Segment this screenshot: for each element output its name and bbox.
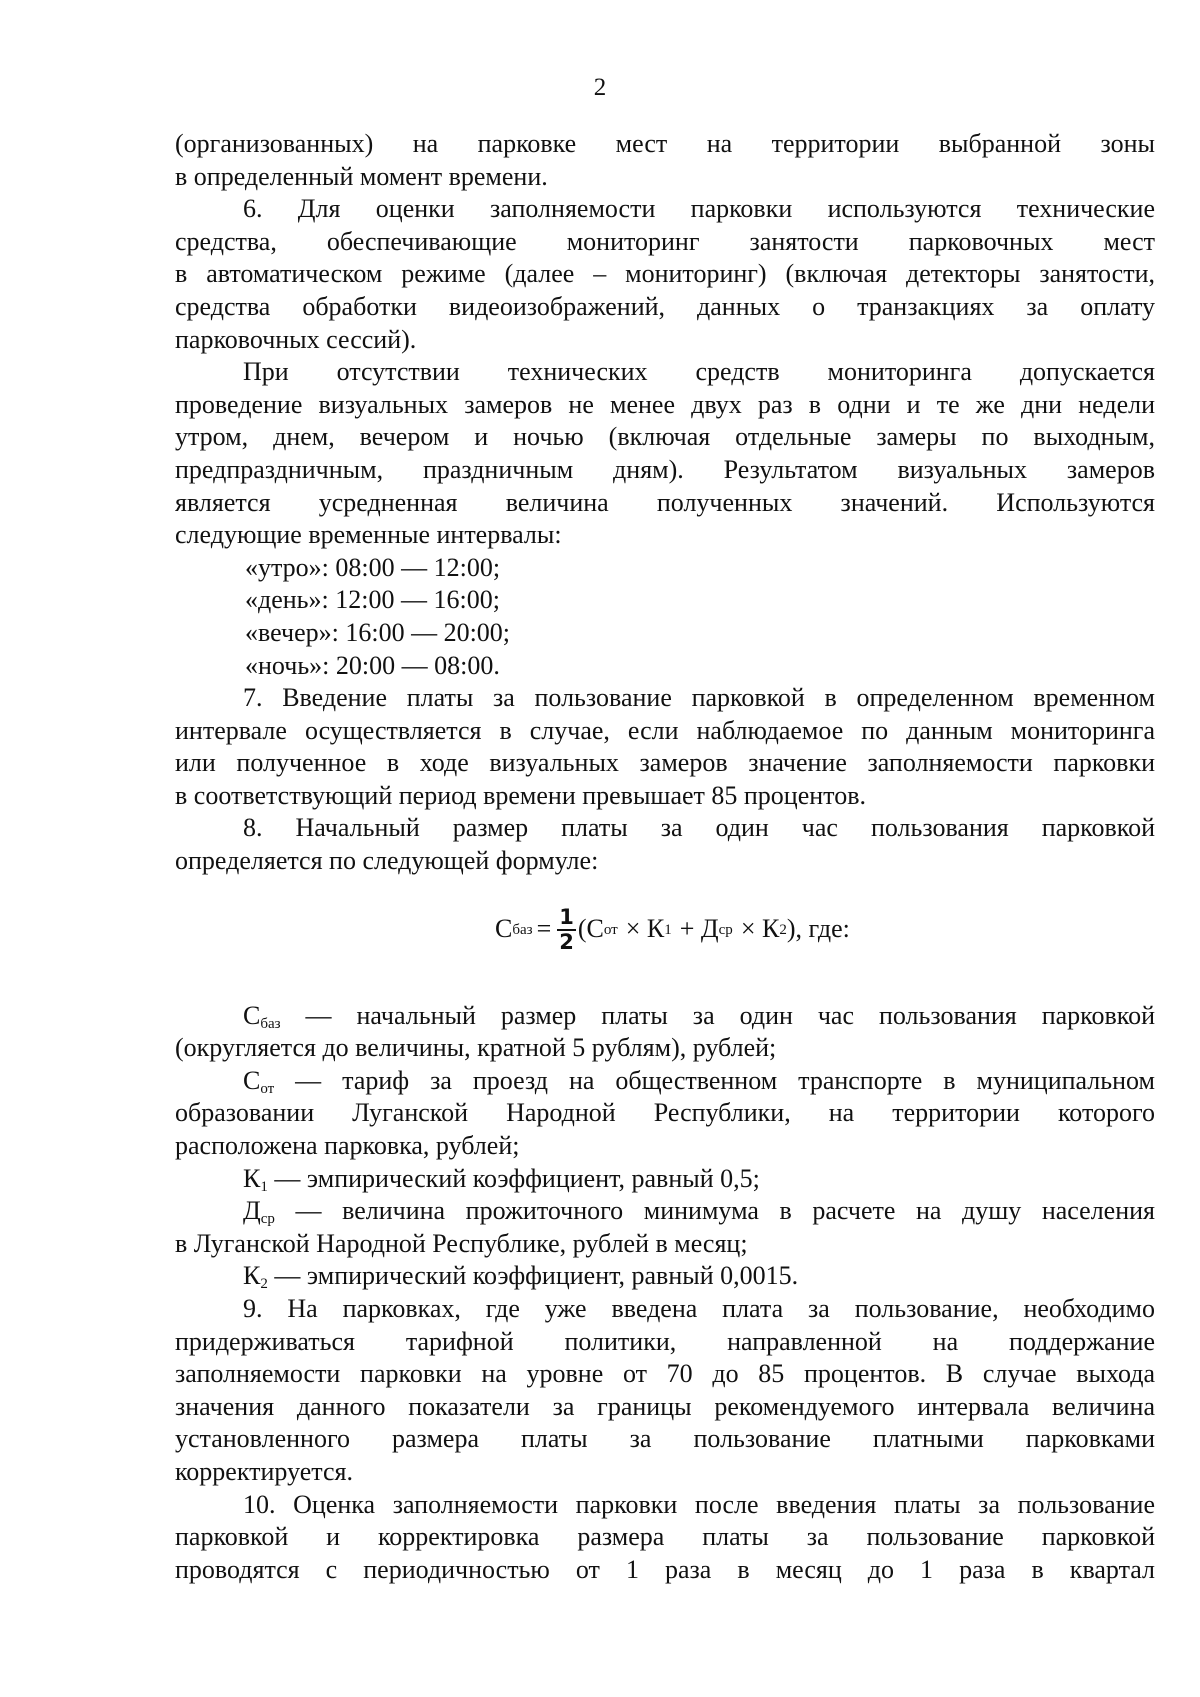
formula: С баз = $\frac{1}{2}$ (С от × К 1 + Д ср × К 2 ), где: [495, 904, 850, 954]
formula-close: ), где: [786, 914, 850, 944]
formula-times-k1: × К [625, 914, 665, 944]
interval-evening: «вечер»: 16:00 — 20:00; [245, 617, 511, 647]
text-line: парковочных сессий). [175, 324, 417, 354]
text-line: (организованных) на парковке мест на территории выбранной зоны [175, 129, 1155, 158]
fraction-denominator: 2 [559, 929, 574, 954]
paragraph-9-start: 9. На парковках, где уже введена плата за пользование, необходимо [243, 1294, 1155, 1323]
text-line: следующие временные интервалы: [175, 520, 562, 550]
text-line: (округляется до величины, кратной 5 рублям), рублей; [175, 1033, 777, 1063]
text-line: в соответствующий период времени превышает 85 процентов. [175, 780, 866, 810]
formula-block [175, 878, 1155, 1000]
paragraph-start: При отсутствии технических средств мониторинга допускается [243, 357, 1155, 387]
paragraph-10-start: 10. Оценка заполняемости парковки после введения платы за пользование [243, 1489, 1155, 1519]
text-line: интервале осуществляется в случае, если наблюдаемое по данным мониторинга [175, 715, 1155, 745]
definition-k1: $К_1$ — эмпирический коэффициент, равный 0,5; [243, 1163, 760, 1195]
paragraph-6-start: 6. Для оценки заполняемости парковки используются технические [243, 194, 1155, 224]
text-line: корректируется. [175, 1456, 353, 1486]
interval-night: «ночь»: 20:00 — 08:00. [245, 650, 500, 680]
formula-open: (С [577, 914, 604, 944]
text-line: проведение визуальных замеров не менее двух раз в одни и те же дни недели [175, 389, 1155, 419]
formula-fraction [557, 906, 576, 954]
definition-cbaz: $С_{баз}$ — начальный размер платы за один час пользования парковкой [243, 1000, 1156, 1032]
interval-morning: «утро»: 08:00 — 12:00; [245, 552, 501, 582]
definition-k2: $К_2$ — эмпирический коэффициент, равный 0,0015. [243, 1261, 799, 1293]
text-line: парковкой и корректировка размера платы за пользование парковкой [175, 1522, 1155, 1552]
paragraph-7-start: 7. Введение платы за пользование парковкой в определенном временном [243, 683, 1155, 713]
text-line: предпраздничным, праздничным дням). Результатом визуальных замеров [175, 454, 1155, 484]
text-line: образовании Луганской Народной Республики, на территории которого [175, 1098, 1155, 1128]
text-line: придерживаться тарифной политики, направленной на поддержание [175, 1326, 1155, 1356]
text-line: заполняемости парковки на уровне от 70 до 85 процентов. В случае выхода [175, 1359, 1155, 1389]
text-line: расположена парковка, рублей; [175, 1131, 520, 1161]
text-line: в определенный момент времени. [175, 161, 548, 191]
text-line: является усредненная величина полученных значений. Используются [175, 487, 1155, 517]
text-line: значения данного показатели за границы рекомендуемого интервала величина [175, 1391, 1155, 1421]
fraction-numerator: 1 [559, 904, 574, 929]
text-line: проводятся с периодичностью от 1 раза в месяц до 1 раза в квартал [175, 1554, 1155, 1584]
text-line: в автоматическом режиме (далее – мониторинг) (включая детекторы занятости, [175, 259, 1155, 289]
interval-day: «день»: 12:00 — 16:00; [245, 585, 500, 615]
definition-dsr: $Д_{ср}$ — величина прожиточного минимума в расчете на душу населения [243, 1196, 1156, 1228]
page-number: 2 [593, 74, 607, 101]
text-line: в Луганской Народной Республике, рублей в месяц; [175, 1228, 748, 1258]
formula-eq: = [536, 914, 552, 944]
formula-times-k2: × К [740, 914, 780, 944]
document-body [175, 128, 1155, 1586]
text-line: утром, днем, вечером и ночью (включая отдельные замеры по выходным, [175, 422, 1155, 452]
formula-lhs: С [495, 914, 513, 944]
text-line: средства, обеспечивающие мониторинг занятости парковочных мест [175, 226, 1155, 256]
definition-cot: $С_{от}$ — тариф за проезд на общественном транспорте в муниципальном [243, 1065, 1155, 1097]
text-line: средства обработки видеоизображений, данных о транзакциях за оплату [175, 291, 1155, 321]
text-line: установленного размера платы за пользование платными парковками [175, 1424, 1155, 1454]
text-line: или полученное в ходе визуальных замеров значение заполняемости парковки [175, 748, 1155, 778]
formula-plus-d: + Д [679, 914, 719, 944]
text-line: определяется по следующей формуле: [175, 846, 599, 876]
paragraph-8-start: 8. Начальный размер платы за один час пользования парковкой [243, 813, 1155, 843]
